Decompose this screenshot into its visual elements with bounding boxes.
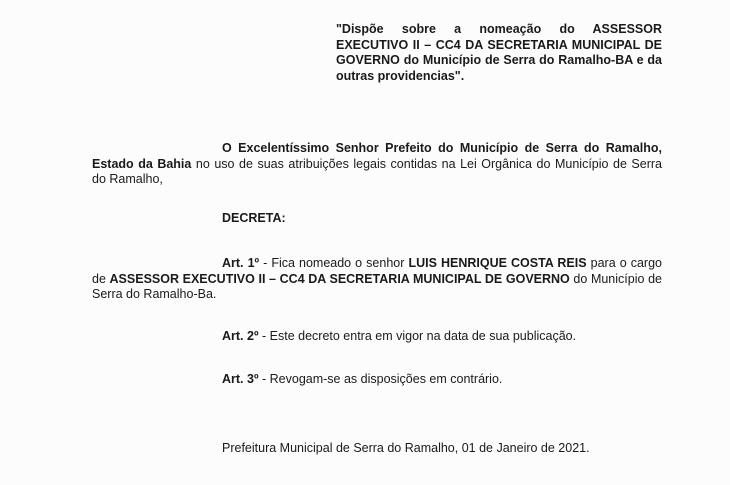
preamble-paragraph [92,141,662,188]
article-1-label: Art. 1º [222,256,260,270]
article-1-text-3: do Município de Serra do Ramalho-Ba. [92,271,662,301]
article-1-text: - Fica nomeado o senhor [259,256,409,270]
preamble-text: no uso de suas atribuições legais contidas na Lei Orgânica do Município de Serra do Ramalho, [92,156,662,186]
article-1 [92,256,662,303]
appointee-name: LUIS HENRIQUE COSTA REIS [408,256,587,270]
decree-summary: "Dispõe sobre a nomeação do ASSESSOR EXECUTIVO II – CC4 DA SECRETARIA MUNICIPAL DE GOVERNO do Município de Serra do Ramalho-BA e da outras providencias". [336,22,662,83]
closing-line: Prefeitura Municipal de Serra do Ramalho, 01 de Janeiro de 2021. [222,441,590,455]
article-2 [222,329,576,345]
article-2-label: Art. 2º [222,329,259,343]
article-3-text: - Revogam-se as disposições em contrário. [258,372,503,386]
preamble-authority: O Excelentíssimo Senhor Prefeito do Município de Serra do Ramalho, Estado da Bahia [92,141,662,171]
decreta-heading: DECRETA: [222,211,286,225]
position-title: ASSESSOR EXECUTIVO II – CC4 DA SECRETARIA MUNICIPAL DE GOVERNO [109,271,570,286]
article-3-label: Art. 3º [222,372,259,386]
article-1-text-2: para o cargo de [92,256,662,286]
article-3 [222,372,502,388]
article-2-text: - Este decreto entra em vigor na data de sua publicação. [258,329,577,343]
